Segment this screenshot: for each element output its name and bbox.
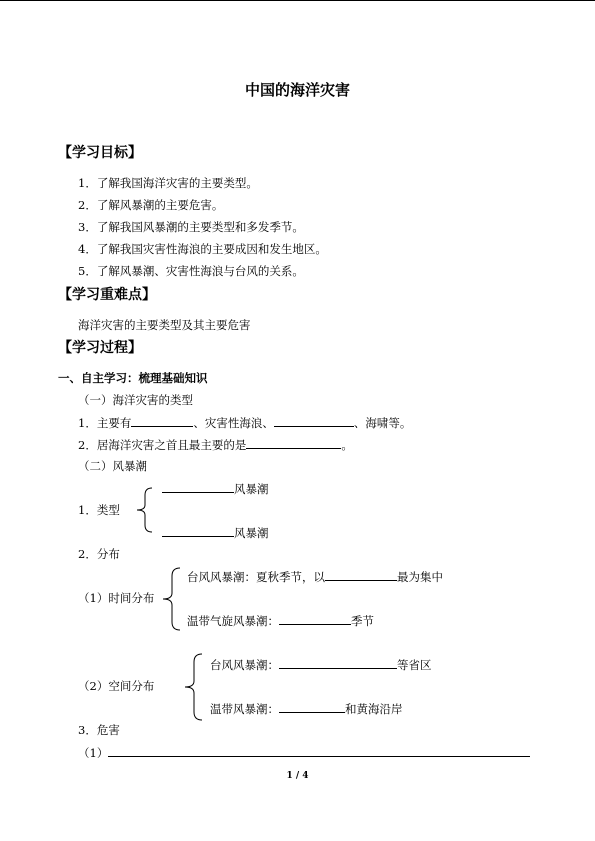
goal-item-1: 1．了解我国海洋灾害的主要类型。 [78, 176, 258, 190]
key-points-text: 海洋灾害的主要类型及其主要危害 [78, 318, 251, 332]
time-item-2-prefix: 温带气旋风暴潮： [187, 614, 279, 628]
type-item-2 [162, 525, 269, 540]
space-item-2 [210, 701, 403, 716]
distribution-label: 2．分布 [78, 547, 120, 561]
time-item-2 [187, 613, 374, 628]
harm-item-1-prefix: （1） [78, 746, 109, 760]
space-item-1-prefix: 台风风暴潮： [210, 658, 279, 672]
question-1-mid2: 、海啸等。 [353, 416, 412, 430]
page-title: 中国的海洋灾害 [244, 81, 350, 99]
goal-item-5: 5．了解风暴潮、灾害性海浪与台风的关系。 [78, 264, 304, 278]
question-1-mid1: 、灾害性海浪、 [193, 416, 274, 430]
type-item-2-suffix: 风暴潮 [234, 526, 269, 540]
type-item-1 [162, 481, 269, 496]
blank-2[interactable] [274, 415, 354, 427]
blank-9[interactable] [279, 701, 345, 713]
blank-4[interactable] [162, 481, 234, 493]
question-1 [78, 415, 411, 430]
space-item-2-suffix: 和黄海沿岸 [345, 702, 403, 716]
blank-10[interactable] [108, 745, 530, 757]
blank-3[interactable] [246, 437, 341, 449]
goal-item-4: 4．了解我国灾害性海浪的主要成因和发生地区。 [78, 242, 327, 256]
space-distribution-label: （2）空间分布 [78, 679, 155, 693]
time-item-1-suffix: 最为集中 [397, 570, 443, 584]
page-top-rule [0, 0, 595, 1]
harm-label: 3．危害 [78, 723, 120, 737]
blank-5[interactable] [162, 525, 234, 537]
time-item-1-prefix: 台风风暴潮：夏秋季节，以 [187, 570, 325, 584]
time-distribution-label: （1）时间分布 [78, 591, 155, 605]
blank-1[interactable] [131, 415, 193, 427]
space-item-2-prefix: 温带风暴潮： [210, 702, 279, 716]
space-item-1 [210, 657, 432, 672]
goal-item-3: 3．了解我国风暴潮的主要类型和多发季节。 [78, 220, 304, 234]
blank-7[interactable] [279, 613, 351, 625]
subsection-types: （一）海洋灾害的类型 [78, 393, 193, 407]
space-item-1-suffix: 等省区 [397, 658, 432, 672]
brace-type [132, 486, 156, 534]
time-item-2-suffix: 季节 [351, 614, 374, 628]
question-2 [78, 437, 353, 452]
goal-item-2: 2．了解风暴潮的主要危害。 [78, 198, 224, 212]
time-item-1 [187, 569, 443, 584]
blank-8[interactable] [279, 657, 397, 669]
harm-item-1 [78, 745, 530, 760]
question-2-prefix: 2．居海洋灾害之首且最主要的是 [78, 438, 247, 452]
goals-heading: 【学习目标】 [58, 145, 142, 161]
type-label: 1．类型 [78, 503, 120, 517]
part1-heading: 一、自主学习：梳理基础知识 [58, 371, 208, 385]
question-1-prefix: 1．主要有 [78, 416, 132, 430]
subsection-storm-surge: （二）风暴潮 [78, 459, 147, 473]
blank-6[interactable] [325, 569, 397, 581]
process-heading: 【学习过程】 [58, 340, 142, 356]
brace-space [180, 652, 206, 722]
brace-time [158, 566, 184, 632]
question-2-suffix: 。 [341, 438, 353, 452]
page-number: 1 / 4 [286, 771, 309, 781]
type-item-1-suffix: 风暴潮 [234, 482, 269, 496]
key-points-heading: 【学习重难点】 [58, 287, 156, 303]
